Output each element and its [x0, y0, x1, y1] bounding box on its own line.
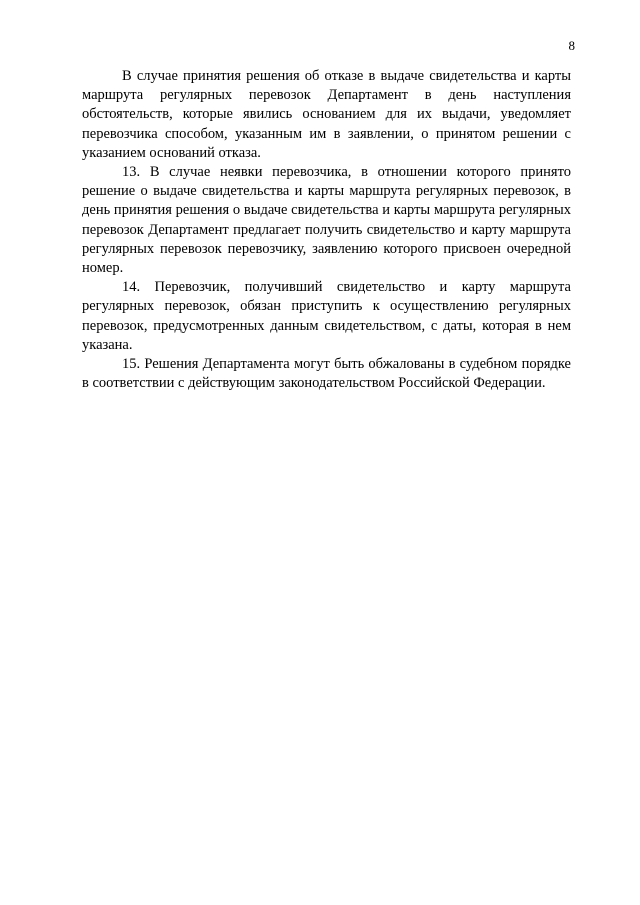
paragraph-14: 14. Перевозчик, получивший свидетельство и карту маршрута регулярных перевозок, обязан приступить к осуществлению регулярных перевозок, предусмотренных данным свидетельством, с даты, которая в нем указана.: [82, 279, 571, 353]
page-number: 8: [568, 38, 575, 53]
paragraph-15: 15. Решения Департамента могут быть обжалованы в судебном порядке в соответствии с действующим законодательством Российской Федерации.: [82, 356, 571, 392]
document-body: [82, 67, 571, 393]
paragraph-13: 13. В случае неявки перевозчика, в отношении которого принято решение о выдаче свидетельства и карты маршрута регулярных перевозок, в день принятия решения о выдаче свидетельства и карты маршрута регулярных перевозок Департамент предлагает получить свидетельство и карту маршрута регулярных перевозок перевозчику, заявлению которого присвоен очередной номер.: [82, 164, 571, 277]
paragraph-refusal-notice: В случае принятия решения об отказе в выдаче свидетельства и карты маршрута регулярных перевозок Департамент в день наступления обстоятельств, которые явились основанием для их выдачи, уведомляет перевозчика способом, указанным им в заявлении, о принятом решении с указанием оснований отказа.: [82, 68, 571, 161]
